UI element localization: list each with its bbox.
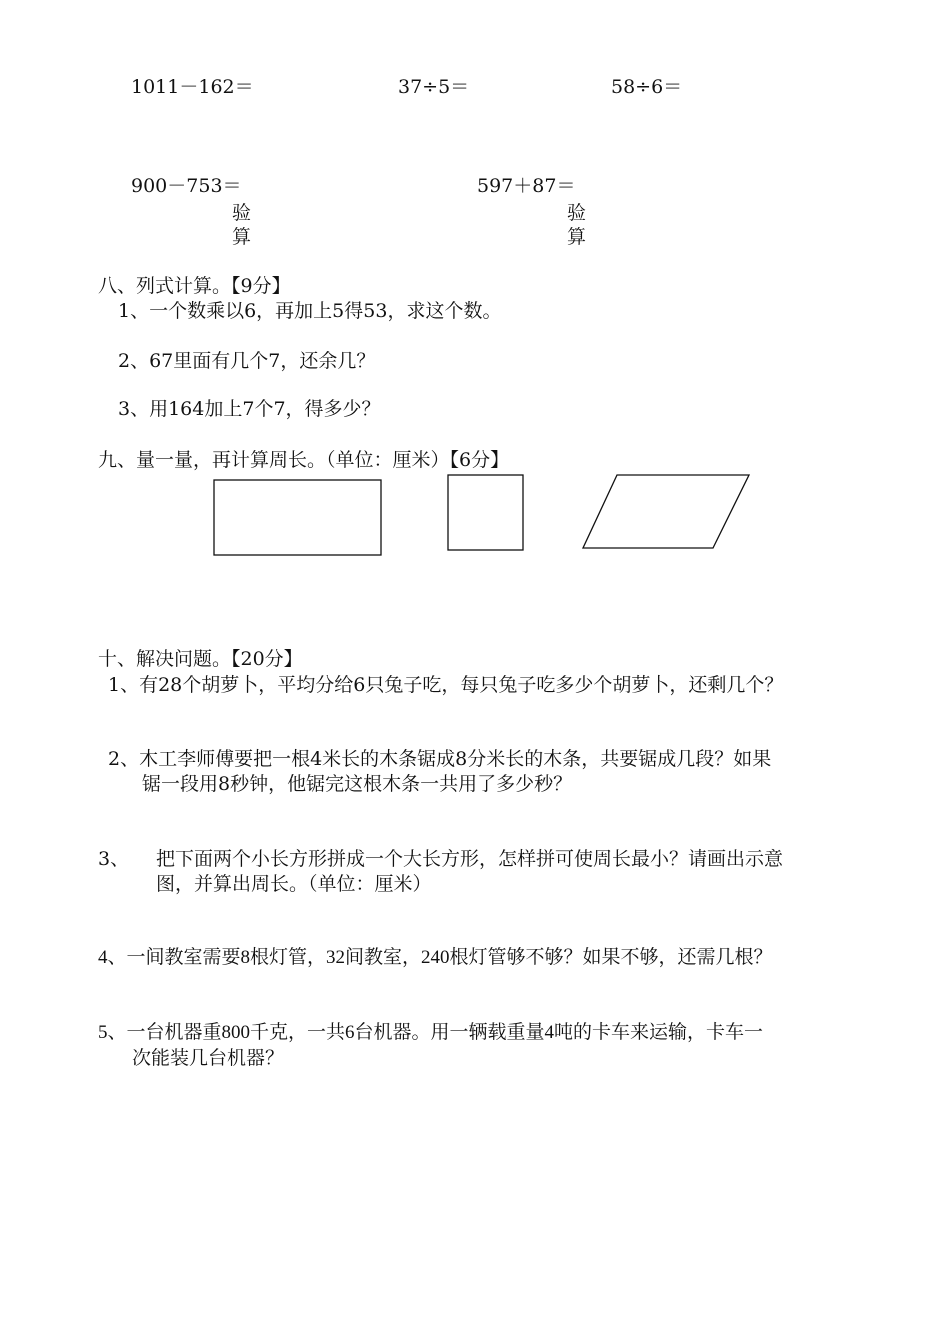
section10-q2-line1: 2、木工李师傅要把一根4米长的木条锯成8分米长的木条，共要锯成几段？如果 bbox=[108, 748, 772, 770]
section10-q1: 1、有28个胡萝卜，平均分给6只兔子吃，每只兔子吃多少个胡萝卜，还剩几个？ bbox=[108, 674, 784, 696]
section10-q3-line2: 图，并算出周长。（单位：厘米） bbox=[156, 873, 432, 895]
calc-58-div-6: 58÷6＝ bbox=[611, 76, 683, 98]
verify-label-2-bottom: 算 bbox=[567, 226, 587, 248]
section8-item-3: 3、用164加上7个7，得多少？ bbox=[118, 398, 381, 420]
section8-item-1: 1、一个数乘以6，再加上5得53，求这个数。 bbox=[118, 300, 502, 322]
section10-q2-line2: 锯一段用8秒钟，他锯完这根木条一共用了多少秒？ bbox=[142, 773, 573, 795]
calc-37-div-5: 37÷5＝ bbox=[398, 76, 470, 98]
section10-q4: 4、一间教室需要8根灯管，32间教室，240根灯管够不够？如果不够，还需几根？ bbox=[98, 947, 773, 968]
section8-title: 八、列式计算。【9分】 bbox=[98, 275, 291, 297]
section10-q5-line2: 次能装几台机器？ bbox=[132, 1048, 285, 1069]
section8-item-2: 2、67里面有几个7，还余几？ bbox=[118, 350, 376, 372]
section10-q3-number: 3、 bbox=[98, 848, 130, 870]
rectangle-shape bbox=[214, 480, 381, 555]
section10-q3-line1: 把下面两个小长方形拼成一个大长方形，怎样拼可使周长最小？请画出示意 bbox=[156, 848, 784, 870]
calc-597-plus-87: 597＋87＝ bbox=[477, 175, 576, 197]
calc-1011-minus-162: 1011－162＝ bbox=[131, 76, 254, 98]
square-shape bbox=[448, 475, 523, 550]
verify-label-1-top: 验 bbox=[232, 202, 252, 224]
verify-label-1-bottom: 算 bbox=[232, 226, 252, 248]
verify-label-2-top: 验 bbox=[567, 202, 587, 224]
section10-title: 十、解决问题。【20分】 bbox=[98, 648, 303, 670]
section10-q5-line1: 5、一台机器重800千克，一共6台机器。用一辆载重量4吨的卡车来运输，卡车一 bbox=[98, 1022, 764, 1043]
measure-shapes bbox=[0, 0, 950, 600]
calc-900-minus-753: 900－753＝ bbox=[131, 175, 242, 197]
section9-title: 九、量一量，再计算周长。（单位：厘米）【6分】 bbox=[98, 449, 510, 471]
parallelogram-shape bbox=[583, 475, 749, 548]
